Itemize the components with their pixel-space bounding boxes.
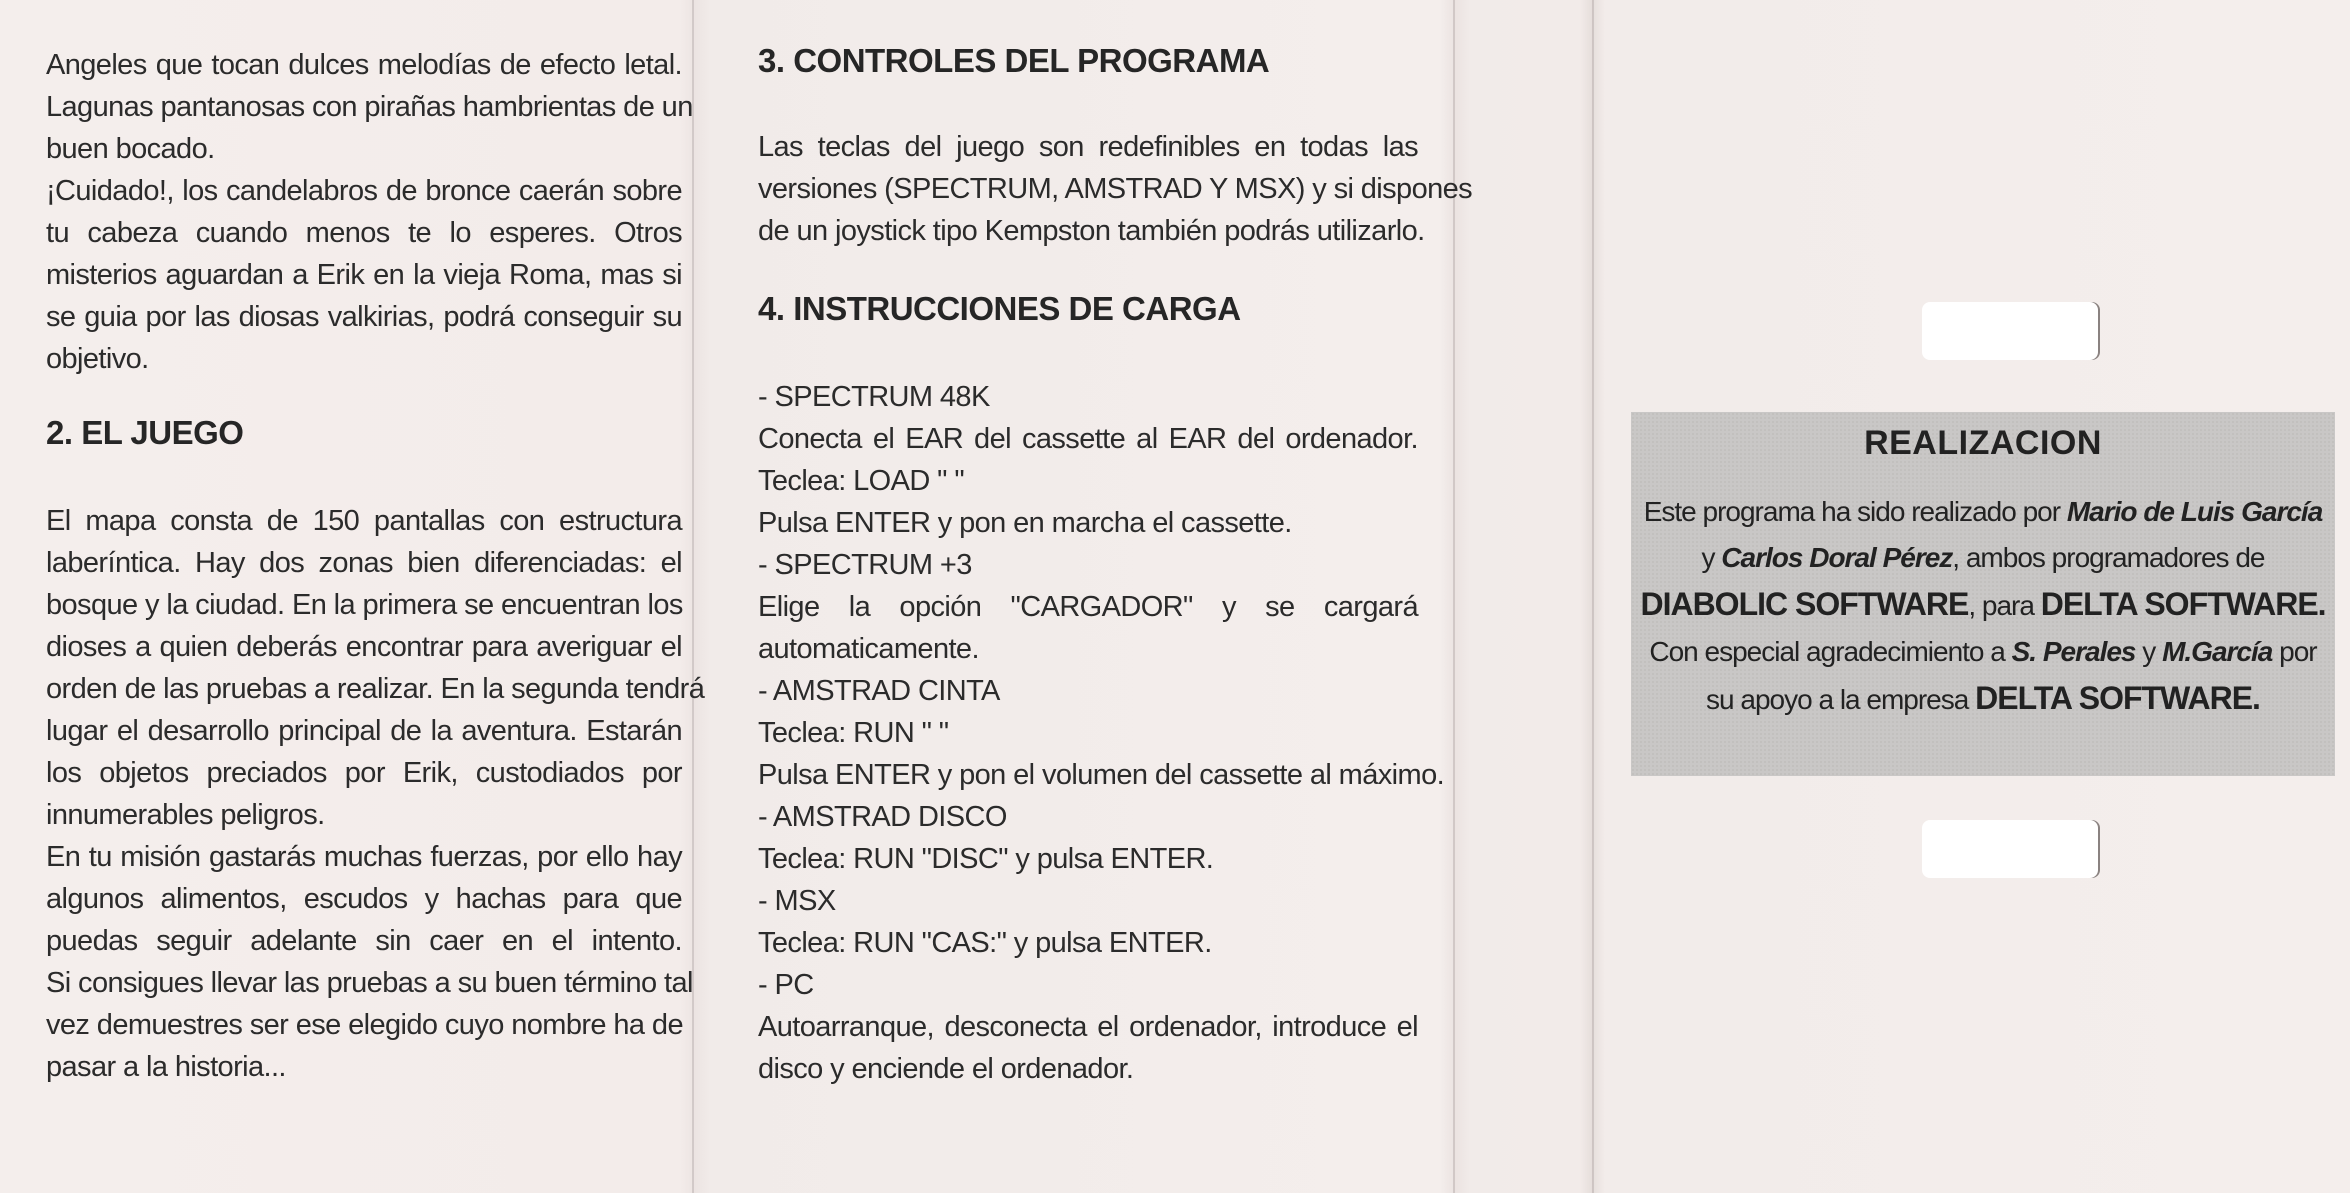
section-heading-loading: 4. INSTRUCCIONES DE CARGA — [758, 290, 1241, 327]
text-line: tu cabeza cuando menos te lo esperes. Otros — [46, 217, 682, 249]
credits-box — [1631, 412, 2335, 776]
text-line: - AMSTRAD DISCO — [758, 801, 1007, 833]
text-line: automaticamente. — [758, 633, 979, 665]
text-line: puedas seguir adelante sin caer en el intento. — [46, 925, 682, 957]
text-line: - AMSTRAD CINTA — [758, 675, 1000, 707]
text-line: Teclea: RUN "DISC" y pulsa ENTER. — [758, 843, 1214, 875]
credits-text: Con especial agradecimiento a — [1649, 636, 2012, 667]
loading-paragraph — [758, 376, 1445, 1090]
text-line: de un joystick tipo Kempston también podrás utilizarlo. — [758, 215, 1425, 247]
text-line: Teclea: RUN " " — [758, 717, 949, 749]
text-line: Las teclas del juego son redefinibles en todas las — [758, 131, 1418, 163]
text-line: objetivo. — [46, 343, 149, 375]
text-line: - SPECTRUM +3 — [758, 549, 972, 581]
text-line: innumerables peligros. — [46, 799, 325, 831]
credits-title: REALIZACION — [1864, 424, 2102, 462]
text-line: Conecta el EAR del cassette al EAR del ordenador. — [758, 423, 1418, 455]
section-heading-controls: 3. CONTROLES DEL PROGRAMA — [758, 42, 1270, 79]
text-line: - PC — [758, 969, 814, 1001]
thanks-name: M.García — [2162, 636, 2273, 667]
credits-line — [1631, 535, 2335, 581]
credits-text: su apoyo a la empresa — [1706, 684, 1976, 715]
credits-text: Este programa ha sido realizado por — [1643, 496, 2067, 527]
company-name: DELTA SOFTWARE. — [1975, 680, 2260, 716]
text-line: vez demuestres ser ese elegido cuyo nombre ha de — [46, 1009, 683, 1041]
company-name: DIABOLIC SOFTWARE — [1640, 586, 1969, 622]
text-line: Teclea: LOAD " " — [758, 465, 965, 497]
card-slot-top — [1922, 302, 2100, 360]
credits-text: , ambos programadores de — [1952, 542, 2265, 573]
company-name: DELTA SOFTWARE. — [2040, 586, 2326, 622]
text-line: algunos alimentos, escudos y hachas para que — [46, 883, 682, 915]
credits-text: y — [2135, 636, 2163, 667]
credits-text: y — [1701, 542, 1722, 573]
text-line: Si consigues llevar las pruebas a su buen término tal — [46, 967, 693, 999]
text-line: disco y enciende el ordenador. — [758, 1053, 1134, 1085]
card-slot-bottom — [1922, 820, 2100, 878]
game-paragraph — [46, 500, 705, 1088]
intro-paragraph — [46, 44, 693, 380]
fold-line — [1592, 0, 1594, 1193]
text-line: El mapa consta de 150 pantallas con estructura — [46, 505, 682, 537]
credits-text: , para — [1968, 590, 2041, 621]
panel-instructions — [758, 0, 1473, 1193]
text-line: versiones (SPECTRUM, AMSTRAD Y MSX) y si dispones — [758, 173, 1473, 205]
text-line: Teclea: RUN "CAS:" y pulsa ENTER. — [758, 927, 1212, 959]
credits-line — [1631, 675, 2335, 723]
credits-line — [1631, 581, 2335, 629]
text-line: ¡Cuidado!, los candelabros de bronce caerán sobre — [46, 175, 682, 207]
text-line: Pulsa ENTER y pon en marcha el cassette. — [758, 507, 1292, 539]
thanks-name: S. Perales — [2011, 636, 2136, 667]
controls-paragraph — [758, 126, 1473, 252]
text-line: laberíntica. Hay dos zonas bien diferenciadas: el — [46, 547, 682, 579]
credits-line — [1631, 489, 2335, 535]
text-line: dioses a quien deberás encontrar para averiguar el — [46, 631, 682, 663]
text-line: Lagunas pantanosas con pirañas hambrientas de un — [46, 91, 693, 123]
credits-text: por — [2272, 636, 2317, 667]
text-line: bosque y la ciudad. En la primera se encuentran los — [46, 589, 683, 621]
text-line: se guia por las diosas valkirias, podrá conseguir su — [46, 301, 682, 333]
text-line: orden de las pruebas a realizar. En la segunda tendrá — [46, 673, 705, 705]
text-line: Angeles que tocan dulces melodías de efecto letal. — [46, 49, 682, 81]
text-line: Pulsa ENTER y pon el volumen del cassette al máximo. — [758, 759, 1445, 791]
text-line: Elige la opción "CARGADOR" y se cargará — [758, 591, 1418, 623]
section-heading-game: 2. EL JUEGO — [46, 414, 244, 451]
text-line: Autoarranque, desconecta el ordenador, introduce el — [758, 1011, 1418, 1043]
text-line: buen bocado. — [46, 133, 215, 165]
text-line: misterios aguardan a Erik en la vieja Roma, mas si — [46, 259, 682, 291]
text-line: pasar a la historia... — [46, 1051, 286, 1083]
text-line: - SPECTRUM 48K — [758, 381, 990, 413]
text-line: los objetos preciados por Erik, custodiados por — [46, 757, 682, 789]
text-line: lugar el desarrollo principal de la aventura. Estarán — [46, 715, 682, 747]
text-line: - MSX — [758, 885, 836, 917]
fold-line — [692, 0, 694, 1193]
author-name: Carlos Doral Pérez — [1721, 542, 1953, 573]
credits-line — [1631, 629, 2335, 675]
author-name: Mario de Luis García — [2066, 496, 2323, 527]
panel-story — [46, 0, 705, 1193]
text-line: En tu misión gastarás muchas fuerzas, por ello hay — [46, 841, 682, 873]
